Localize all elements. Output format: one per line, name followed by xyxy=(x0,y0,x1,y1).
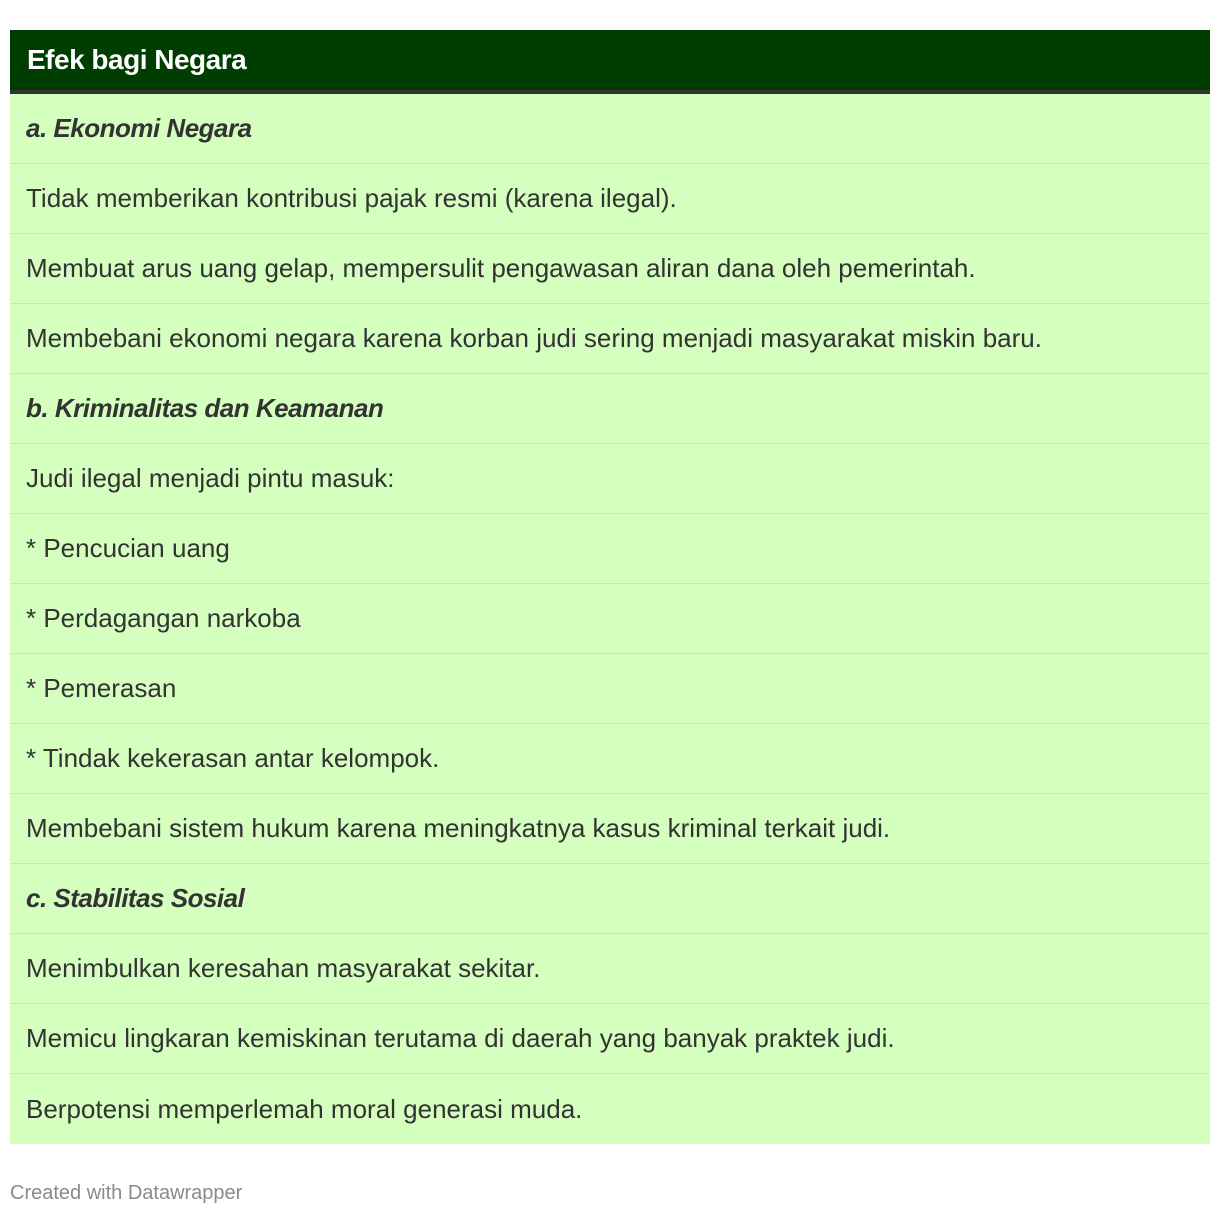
table-row: Membebani ekonomi negara karena korban judi sering menjadi masyarakat miskin baru. xyxy=(10,304,1210,374)
table-row: Judi ilegal menjadi pintu masuk: xyxy=(10,444,1210,514)
table-row-section: b. Kriminalitas dan Keamanan xyxy=(10,374,1210,444)
datawrapper-credit[interactable]: Created with Datawrapper xyxy=(10,1182,243,1204)
table-row: Membebani sistem hukum karena meningkatnya kasus kriminal terkait judi. xyxy=(10,794,1210,864)
table-row: Berpotensi memperlemah moral generasi muda. xyxy=(10,1074,1210,1144)
table-row-section: a. Ekonomi Negara xyxy=(10,94,1210,164)
table-row: Memicu lingkaran kemiskinan terutama di daerah yang banyak praktek judi. xyxy=(10,1004,1210,1074)
table-row: * Perdagangan narkoba xyxy=(10,584,1210,654)
table-row: * Pemerasan xyxy=(10,654,1210,724)
table-row-section: c. Stabilitas Sosial xyxy=(10,864,1210,934)
table-row: * Tindak kekerasan antar kelompok. xyxy=(10,724,1210,794)
data-table xyxy=(10,30,1210,1144)
table-row: Membuat arus uang gelap, mempersulit pengawasan aliran dana oleh pemerintah. xyxy=(10,234,1210,304)
table-header xyxy=(10,30,1210,94)
table-row: Tidak memberikan kontribusi pajak resmi (karena ilegal). xyxy=(10,164,1210,234)
table-row: Menimbulkan keresahan masyarakat sekitar. xyxy=(10,934,1210,1004)
table-row: * Pencucian uang xyxy=(10,514,1210,584)
table-body xyxy=(10,94,1210,1144)
table-header-title: Efek bagi Negara xyxy=(27,44,247,75)
